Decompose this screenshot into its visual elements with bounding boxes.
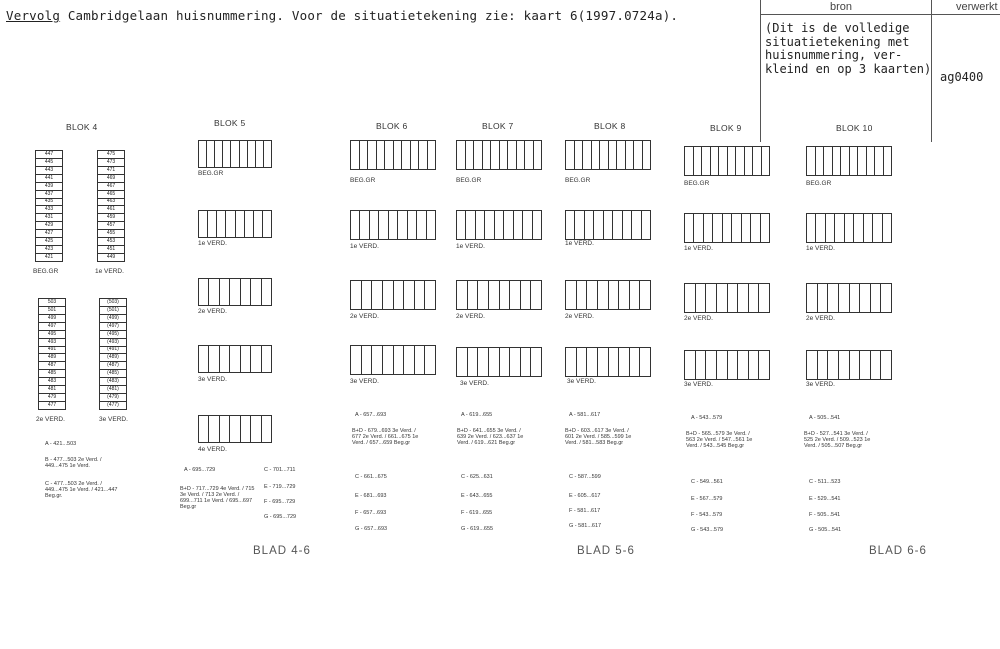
legend-b6-a: A - 657...693 — [355, 412, 387, 418]
house-number-cell: 441 — [36, 175, 62, 183]
house-number-cell: 493 — [39, 339, 65, 347]
house-number-cell: 431 — [36, 214, 62, 222]
legend-b9-e: E - 567...579 — [691, 496, 723, 502]
legend-b6-e: E - 681...693 — [355, 493, 387, 499]
house-number-cell: 457 — [98, 222, 124, 230]
house-number-cell: 449 — [106, 253, 116, 260]
house-number-cell: 467 — [98, 183, 124, 191]
house-number-cell: (499) — [100, 315, 126, 323]
blok-6-box-beg — [350, 140, 436, 170]
house-number-cell: (493) — [100, 339, 126, 347]
house-number-cell: 489 — [39, 354, 65, 362]
house-number-cell: (479) — [100, 394, 126, 402]
house-number-cell: (485) — [100, 370, 126, 378]
house-number-cell: 483 — [39, 378, 65, 386]
blok-7-label-beg: BEG.GR — [456, 177, 482, 184]
legend-b10-e: E - 529...541 — [809, 496, 841, 502]
blok-4-stack-2e — [38, 298, 66, 410]
blok-6-title: BLOK 6 — [376, 121, 408, 131]
house-number-cell: 473 — [98, 159, 124, 167]
blok-9-label-2e: 2e VERD. — [684, 315, 713, 322]
legend-b5-e: E - 719...729 — [264, 484, 296, 490]
blok-10-box-1e — [806, 213, 892, 243]
house-number-cell: (481) — [100, 386, 126, 394]
house-number-cell: 453 — [98, 238, 124, 246]
blok-8-box-3e — [565, 347, 651, 377]
blok-7-box-3e — [456, 347, 542, 377]
legend-b7-g: G - 619...655 — [461, 526, 494, 532]
blok-9-label-beg: BEG.GR — [684, 180, 710, 187]
blok-9-box-2e — [684, 283, 770, 313]
blok-5-box-4e — [198, 415, 272, 443]
blok-4-stack-beg — [35, 150, 63, 262]
blad-5-6: BLAD 5-6 — [577, 545, 635, 557]
legend-b8-a: A - 581...617 — [569, 412, 601, 418]
house-number-cell: 497 — [39, 323, 65, 331]
house-number-cell: 491 — [39, 347, 65, 355]
house-number-cell: 423 — [36, 246, 62, 254]
legend-b5-bd: B+D - 717...729 4e Verd. / 715 3e Verd. / 713 2e Verd. / 699...711 1e Verd. / 695...697 Beg.gr — [180, 486, 255, 510]
blok-10-label-beg: BEG.GR — [806, 180, 832, 187]
house-number-cell: 447 — [36, 151, 62, 159]
house-number-cell: 421 — [44, 253, 54, 260]
meta-note: (Dit is de volledige situatietekening met huisnummering, ver- kleind en op 3 kaarten) — [765, 21, 932, 76]
legend-b9-f: F - 543...579 — [691, 512, 723, 518]
col-verwerkt: verwerkt — [956, 1, 998, 13]
legend-b8-bd: B+D - 603...617 3e Verd. / 601 2e Verd. / 585...599 1e Verd. / 581...583 Beg.gr — [565, 428, 632, 446]
blok-9-label-3e: 3e VERD. — [684, 381, 713, 388]
blok-8-box-beg — [565, 140, 651, 170]
blok-10-label-2e: 2e VERD. — [806, 315, 835, 322]
house-number-cell: (495) — [100, 331, 126, 339]
legend-b10-f: F - 505...541 — [809, 512, 841, 518]
blok-5-label-3e: 3e VERD. — [198, 376, 227, 383]
house-number-cell: 485 — [39, 370, 65, 378]
blok-7-box-beg — [456, 140, 542, 170]
legend-b5-f: F - 695...729 — [264, 499, 296, 505]
blok-9-title: BLOK 9 — [710, 123, 742, 133]
blok-4-stack-1e — [97, 150, 125, 262]
blok-10-title: BLOK 10 — [836, 123, 873, 133]
legend-b6-f: F - 657...693 — [355, 510, 387, 516]
blok-9-box-beg — [684, 146, 770, 176]
house-number-cell: (491) — [100, 347, 126, 355]
legend-b7-f: F - 619...655 — [461, 510, 493, 516]
blok-4-label-3e: 3e VERD. — [99, 416, 128, 423]
legend-b4-a: A - 421...503 — [45, 441, 77, 447]
blok-4-stack-3e — [99, 298, 127, 410]
blok-7-box-2e — [456, 280, 542, 310]
house-number-cell: 429 — [36, 222, 62, 230]
house-number-cell: 427 — [36, 230, 62, 238]
blok-6-box-3e — [350, 345, 436, 375]
blok-8-label-1e: 1e VERD. — [565, 240, 594, 247]
blok-10-box-beg — [806, 146, 892, 176]
blok-6-box-1e — [350, 210, 436, 240]
header-text: Cambridgelaan huisnummering. Voor de situatietekening zie: kaart 6(1997.0724a). — [60, 8, 679, 23]
blok-5-title: BLOK 5 — [214, 118, 246, 128]
blok-4-label-2e: 2e VERD. — [36, 416, 65, 423]
blok-8-label-2e: 2e VERD. — [565, 313, 594, 320]
legend-b7-c: C - 625...631 — [461, 474, 493, 480]
blok-5-label-4e: 4e VERD. — [198, 446, 227, 453]
legend-b7-e: E - 643...655 — [461, 493, 493, 499]
meta-panel — [760, 0, 1000, 142]
house-number-cell: 435 — [36, 199, 62, 207]
legend-b9-a: A - 543...579 — [691, 415, 723, 421]
house-number-cell: 501 — [39, 307, 65, 315]
house-number-cell: 499 — [39, 315, 65, 323]
house-number-cell: (501) — [100, 307, 126, 315]
blok-6-label-3e: 3e VERD. — [350, 378, 379, 385]
col-bron: bron — [830, 1, 853, 13]
legend-b6-bd: B+D - 679...693 3e Verd. / 677 2e Verd. / 661...675 1e Verd. / 657...659 Beg.gr — [352, 428, 419, 446]
house-number-cell: (489) — [100, 354, 126, 362]
legend-b6-c: C - 661...675 — [355, 474, 387, 480]
house-number-cell: 495 — [39, 331, 65, 339]
house-number-cell: 463 — [98, 199, 124, 207]
house-number-cell: 455 — [98, 230, 124, 238]
legend-b9-g: G - 543...579 — [691, 527, 724, 533]
house-number-cell: 479 — [39, 394, 65, 402]
blok-10-box-2e — [806, 283, 892, 313]
blok-5-label-1e: 1e VERD. — [198, 240, 227, 247]
house-number-cell: 425 — [36, 238, 62, 246]
legend-b10-c: C - 511...523 — [809, 479, 841, 485]
legend-b9-bd: B+D - 565...579 3e Verd. / 563 2e Verd. / 547...561 1e Verd. / 543...545 Beg.gr — [686, 431, 753, 449]
blok-10-label-3e: 3e VERD. — [806, 381, 835, 388]
blok-8-title: BLOK 8 — [594, 121, 626, 131]
legend-b6-g: G - 657...693 — [355, 526, 388, 532]
blok-8-label-3e: 3e VERD. — [567, 378, 596, 385]
legend-b5-a: A - 695...729 — [184, 467, 216, 473]
legend-b10-bd: B+D - 527...541 3e Verd. / 525 2e Verd. / 509...523 1e Verd. / 505...507 Beg.gr — [804, 431, 871, 449]
meta-code: ag0400 — [940, 70, 984, 84]
legend-b10-g: G - 505...541 — [809, 527, 842, 533]
legend-b8-g: G - 581...617 — [569, 523, 602, 529]
blok-7-label-2e: 2e VERD. — [456, 313, 485, 320]
blok-8-box-2e — [565, 280, 651, 310]
page-header — [6, 8, 678, 23]
blok-7-box-1e — [456, 210, 542, 240]
house-number-cell: 461 — [98, 206, 124, 214]
blok-8-label-beg: BEG.GR — [565, 177, 591, 184]
house-number-cell: 469 — [98, 175, 124, 183]
legend-b5-c: C - 701...711 — [264, 467, 296, 473]
house-number-cell: 487 — [39, 362, 65, 370]
legend-b9-c: C - 549...561 — [691, 479, 723, 485]
house-number-cell: 503 — [39, 299, 65, 307]
blok-7-label-1e: 1e VERD. — [456, 243, 485, 250]
blok-4-title: BLOK 4 — [66, 122, 98, 132]
blok-7-title: BLOK 7 — [482, 121, 514, 131]
house-number-cell: 475 — [98, 151, 124, 159]
house-number-cell: 451 — [98, 246, 124, 254]
blad-4-6: BLAD 4-6 — [253, 545, 311, 557]
legend-b10-a: A - 505...541 — [809, 415, 841, 421]
house-number-cell: 477 — [47, 401, 57, 408]
blok-10-label-1e: 1e VERD. — [806, 245, 835, 252]
legend-b8-e: E - 605...617 — [569, 493, 601, 499]
blad-6-6: BLAD 6-6 — [869, 545, 927, 557]
house-number-cell: (483) — [100, 378, 126, 386]
blok-4-label-1e: 1e VERD. — [95, 268, 124, 275]
legend-b5-g: G - 695...729 — [264, 514, 297, 520]
blok-5-label-2e: 2e VERD. — [198, 308, 227, 315]
blok-5-box-2e — [198, 278, 272, 306]
blok-8-box-1e — [565, 210, 651, 240]
blok-6-box-2e — [350, 280, 436, 310]
house-number-cell: 433 — [36, 206, 62, 214]
blok-4-label-beg: BEG.GR — [33, 268, 59, 275]
blok-6-label-beg: BEG.GR — [350, 177, 376, 184]
blok-10-box-3e — [806, 350, 892, 380]
blok-9-box-1e — [684, 213, 770, 243]
blok-6-label-2e: 2e VERD. — [350, 313, 379, 320]
house-number-cell: 443 — [36, 167, 62, 175]
blok-7-label-3e: 3e VERD. — [460, 380, 489, 387]
house-number-cell: 445 — [36, 159, 62, 167]
blok-9-label-1e: 1e VERD. — [684, 245, 713, 252]
house-number-cell: 465 — [98, 191, 124, 199]
blok-5-box-1e — [198, 210, 272, 238]
house-number-cell: (497) — [100, 323, 126, 331]
legend-b7-bd: B+D - 641...655 3e Verd. / 639 2e Verd. / 623...637 1e Verd. / 619...621 Beg.gr — [457, 428, 524, 446]
house-number-cell: 459 — [98, 214, 124, 222]
legend-b7-a: A - 619...655 — [461, 412, 493, 418]
blok-9-box-3e — [684, 350, 770, 380]
blok-5-label-beg: BEG.GR — [198, 170, 224, 177]
blok-5-box-3e — [198, 345, 272, 373]
header-first-word: Vervolg — [6, 8, 61, 23]
blok-6-label-1e: 1e VERD. — [350, 243, 379, 250]
legend-b8-f: F - 581...617 — [569, 508, 601, 514]
house-number-cell: 437 — [36, 191, 62, 199]
house-number-cell: (477) — [107, 401, 119, 408]
house-number-cell: 481 — [39, 386, 65, 394]
legend-b8-c: C - 587...599 — [569, 474, 601, 480]
house-number-cell: 471 — [98, 167, 124, 175]
blok-5-box-beg — [198, 140, 272, 168]
legend-b4-c: C - 477...503 2e Verd. / 449...475 1e Verd. / 421...447 Beg.gr. — [45, 481, 118, 499]
house-number-cell: (487) — [100, 362, 126, 370]
house-number-cell: 439 — [36, 183, 62, 191]
legend-b4-b: B - 477...503 2e Verd. / 449...475 1e Verd. — [45, 457, 102, 469]
house-number-cell: (503) — [100, 299, 126, 307]
